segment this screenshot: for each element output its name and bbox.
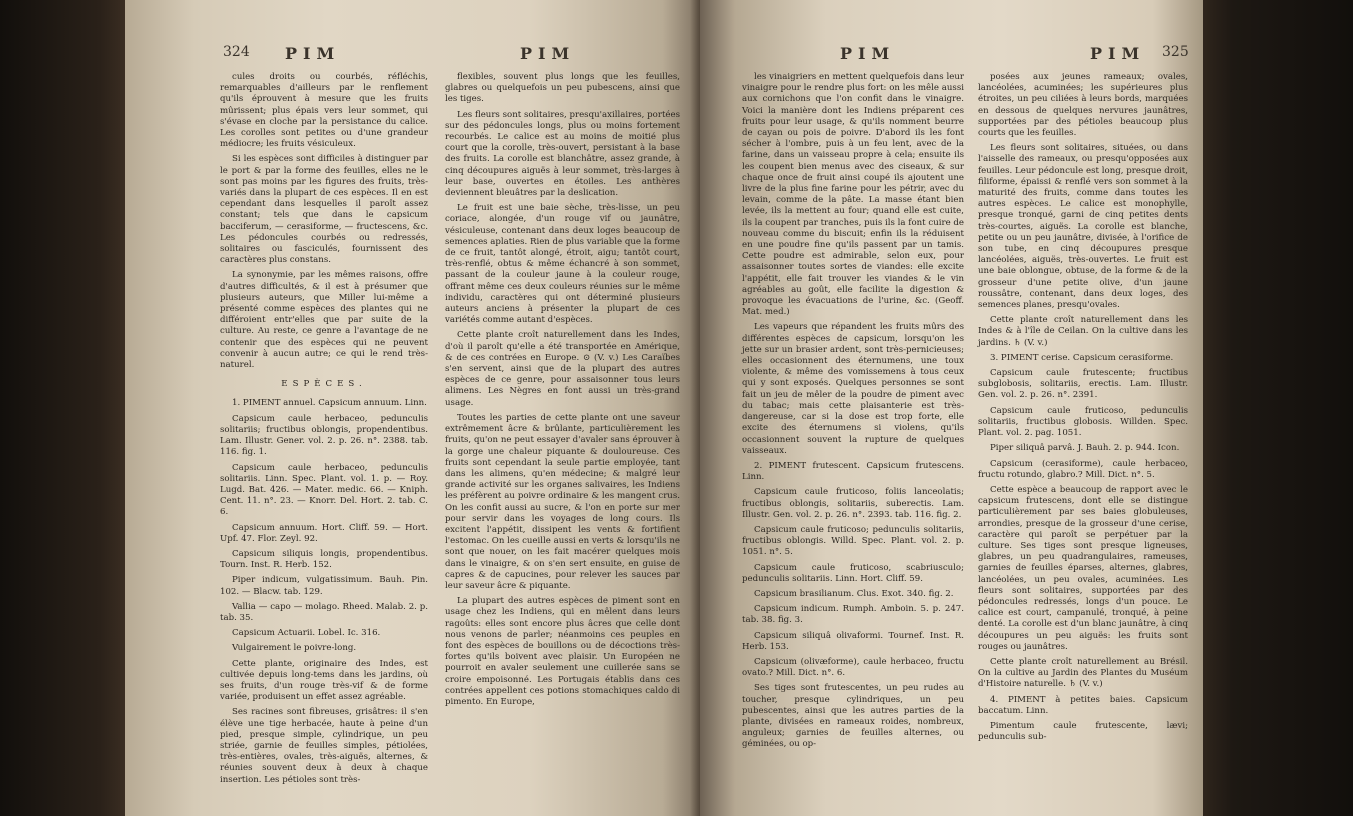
paragraph: Capsicum (cerasiforme), caule herbaceo, fructu rotundo, glabro.? Mill. Dict. n°. 5.: [978, 458, 1188, 480]
paragraph: Le fruit est une baie sèche, très-lisse, un peu coriace, alongée, d'un rouge vif ou jaunâtre, vésiculeuse, contenant dans deux loges beaucoup de semences aplaties. Rien de plus variable que la forme de ce fruit, tantôt alongé, étroit, aigu; tantôt court, très-renflé, obtus & même échancré à son sommet, passant de la couleur jaune à la couleur rouge, offrant même ces deux couleurs réunies sur le même individu, caractères qui ont déterminé plusieurs auteurs anciens à présenter la plupart de ces variétés comme autant d'espèces.: [445, 203, 680, 326]
paragraph: Pimentum caule frutescente, lævi; pedunculis sub-: [978, 720, 1188, 743]
paragraph: Capsicum annuum. Hort. Cliff. 59. — Hort. Upf. 47. Flor. Zeyl. 92.: [220, 522, 428, 544]
paragraph: posées aux jeunes rameaux; ovales, lancéolées, acuminées; les supérieures plus étroites, un peu ciliées à leurs bords, marquées en dessous de quelques nervures jaunâtres, supportées par des pétioles beaucoup plus courts que les feuilles.: [978, 72, 1188, 139]
paragraph: Capsicum (olivæforme), caule herbaceo, fructu ovato.? Mill. Dict. n°. 6.: [742, 656, 964, 679]
left-page: [125, 0, 703, 816]
paragraph: les vinaigriers en mettent quelquefois dans leur vinaigre pour le rendre plus fort: on les mêle aussi aux cornichons que l'on confit dans le vinaigre. Voici la manière dont les Indiens préparent ces fruits pour leur usage, & qu'ils nomment beurre de cayan ou pois de poivre. D'abord ils les font sécher à l'ombre, puis à un feu lent, avec de la farine, dans un vaisseau propre à cela; ensuite ils les coupent bien menus avec des ciseaux, & sur chaque once de fruit ainsi coupé ils ajoutent une livre de la plus fine farine pour les pétrir, avec du levain, comme de la pâte. La masse étant bien levée, ils la mettent au four; quand elle est cuite, ils la coupent par tranches, puis ils la font cuire de nouveau comme du biscuit; enfin ils la réduisent en une poudre fine qu'ils passent par un tamis. Cette poudre est admirable, selon eux, pour assaisonner toutes sortes de viandes: elle excite l'appétit, elle fait trouver les viandes & le vin agréables au goût, elle facilite la digestion & provoque les évacuations de l'urine, &c. (Geoff. Mat. med.): [742, 72, 964, 318]
paragraph: flexibles, souvent plus longs que les feuilles, glabres ou quelquefois un peu pubescens, ainsi que les tiges.: [445, 72, 680, 105]
paragraph: Cette plante croît naturellement dans les Indes & à l'île de Ceilan. On la cultive dans les jardins. ♄ (V. v.): [978, 315, 1188, 348]
paragraph: Les vapeurs que répandent les fruits mûrs des différentes espèces de capsicum, lorsqu'on les jette sur un brasier ardent, sont très-pernicieuses; elles occasionnent des éternumens, une toux violente, & même des vomissemens à tous ceux qui y sont exposés. Quelques personnes se sont fait un jeu de mêler de la poudre de piment avec du tabac; mais cette plaisanterie est très-dangereuse, car si la dose est trop forte, elle excite des éternumens si violens, qu'ils occasionnent souvent la rupture de quelques vaisseaux.: [742, 322, 964, 456]
running-head-right-col1: PIM: [840, 44, 896, 63]
paragraph: Les fleurs sont solitaires, situées, ou dans l'aisselle des rameaux, ou presqu'opposées aux feuilles. Leur pédoncule est long, presque droit, filiforme, épaissi & renflé vers son sommet à la maturité des fruits, comme dans toutes les autres espèces. Le calice est monophylle, presque tronqué, garni de cinq petites dents très-courtes, aiguës. La corolle est blanche, petite ou un peu jaunâtre, divisée, à l'orifice de son tube, en cinq découpures presque lancéolées, aiguës, très-ouvertes. Le fruit est une baie oblongue, obtuse, de la forme & de la grosseur d'une petite olive, d'un jaune roussâtre, contenant, dans deux loges, des semences planes, presqu'ovales.: [978, 143, 1188, 311]
running-head-left-col2: PIM: [520, 44, 576, 63]
paragraph: Piper siliquâ parvâ. J. Bauh. 2. p. 944. Icon.: [990, 443, 1180, 454]
paragraph: 1. PIMENT annuel. Capsicum annuum. Linn.: [232, 398, 427, 409]
paragraph: Vallia — capo — molago. Rheed. Malab. 2. p. tab. 35.: [220, 601, 428, 623]
left-column-2: [445, 72, 680, 712]
right-column-2: [978, 72, 1188, 747]
paragraph: Capsicum caule herbaceo, pedunculis solitariis; fructibus oblongis, propendentibus. Lam. Illustr. Gener. vol. 2. p. 26. n°. 2388. tab. 116. fig. 1.: [220, 413, 428, 458]
paragraph: cules droits ou courbés, réfléchis, remarquables d'ailleurs par le renflement qu'ils éprouvent à mesure que les fruits mûrissent; plus épais vers leur sommet, qui s'évase en cloche par la persistance du calice. Les corolles sont petites ou d'une grandeur médiocre; les fruits vésiculeux.: [220, 72, 428, 150]
paragraph: Capsicum caule fruticoso; pedunculis solitariis, fructibus oblongis. Willd. Spec. Plant. vol. 2. p. 1051. n°. 5.: [742, 524, 964, 558]
paragraph: 3. PIMENT cerise. Capsicum cerasiforme.: [990, 352, 1174, 363]
paragraph: Piper indicum, vulgatissimum. Bauh. Pin. 102. — Blacw. tab. 129.: [220, 575, 428, 597]
right-background: [1203, 0, 1353, 816]
paragraph: Capsicum indicum. Rumph. Amboin. 5. p. 247. tab. 38. fig. 3.: [742, 604, 964, 626]
paragraph: Ses racines sont fibreuses, grisâtres: il s'en élève une tige herbacée, haute à peine d'un pied, presque simple, cylindrique, un peu striée, garnie de feuilles simples, pétiolées, très-entières, ovales, très-aiguës, alternes, & réunies souvent deux à deux à chaque insertion. Les pétioles sont très-: [220, 707, 428, 785]
paragraph: Capsicum caule frutescente; fructibus subglobosis, solitariis, erectis. Lam. Illustr. Gen. vol. 2. p. 26. n°. 2391.: [978, 368, 1188, 401]
paragraph: Capsicum caule herbaceo, pedunculis solitariis. Linn. Spec. Plant. vol. 1. p. — Roy. Lugd. Bat. 426. — Mater. medic. 66. — Kniph. Cent. 11. n°. 23. — Knorr. Del. Hort. 2. tab. C. 6.: [220, 462, 428, 518]
running-head-left-col1: PIM: [285, 44, 341, 63]
left-background: [0, 0, 125, 816]
right-column-1: [742, 72, 964, 755]
running-head-right-col2: PIM: [1090, 44, 1146, 63]
paragraph: La synonymie, par les mêmes raisons, offre d'autres difficultés, & il est à présumer que plusieurs auteurs, que Miller lui-même a présenté comme espèces des plantes qui ne différoient entr'elles que par suite de la culture. Au reste, ce genre a l'avantage de ne contenir que des espèces qui ne peuvent convenir à aucun autre; ce qui le rend très-naturel.: [220, 270, 428, 371]
paragraph: Vulgairement le poivre-long.: [232, 643, 357, 654]
left-column-1: [220, 72, 428, 790]
paragraph: Ses tiges sont frutescentes, un peu rudes au toucher, presque cylindriques, un peu pubescentes, ainsi que les autres parties de la plante, divisées en rameaux roides, nombreux, anguleux; garnies de feuilles alternes, ou géminées, ou op-: [742, 683, 964, 750]
right-page: [700, 0, 1203, 816]
paragraph: Capsicum brasilianum. Clus. Exot. 340. fig. 2.: [754, 588, 954, 599]
paragraph: 2. PIMENT frutescent. Capsicum frutescens. Linn.: [742, 460, 964, 483]
paragraph: La plupart des autres espèces de piment sont en usage chez les Indiens, qui en mêlent dans leurs ragoûts: elles sont encore plus âcres que celle dont nous venons de parler; néanmoins ces peuples en font des espèces de bouillons ou de décoctions très-fortes qu'ils boivent avec plaisir. Un Européen ne pourroit en avaler seulement une cuillerée sans se croire empoisonné. Les Portugais établis dans ces contrées appellent ces potions stomachiques caldo di pimento. En Europe,: [445, 596, 680, 707]
paragraph: Capsicum Actuarii. Lobel. Ic. 316.: [232, 628, 381, 639]
paragraph: Capsicum caule fruticoso, foliis lanceolatis; fructibus oblongis, solitariis, suberectis. Lam. Illustr. Gen. vol. 2. p. 26. n°. 2393. tab. 116. fig. 2.: [742, 487, 964, 520]
paragraph: Cette plante croît naturellement au Brésil. On la cultive au Jardin des Plantes du Muséum d'Histoire naturelle. ♄ (V. v.): [978, 656, 1188, 690]
paragraph: 4. PIMENT à petites baies. Capsicum baccatum. Linn.: [978, 694, 1188, 716]
species-header: ESPÈCES.: [281, 379, 367, 390]
page-number-right: 325: [1162, 44, 1189, 60]
paragraph: Cette plante, originaire des Indes, est cultivée depuis long-tems dans les jardins, où ses fruits, d'un rouge très-vif & de forme variée, produisent un effet assez agréable.: [220, 658, 428, 703]
paragraph: Les fleurs sont solitaires, presqu'axillaires, portées sur des pédoncules longs, plus ou moins fortement recourbés. Le calice est au moins de moitié plus court que la corolle, très-ouvert, persistant à la base des fruits. La corolle est blanchâtre, assez grande, à cinq découpures aiguës à leur sommet, très-larges à leur base, ouvertes en étoiles. Les anthères deviennent bleuâtres par la deslication.: [445, 109, 680, 199]
page-number-left: 324: [223, 44, 250, 60]
paragraph: Capsicum caule fruticoso, scabriusculo; pedunculis solitariis. Linn. Hort. Cliff. 59.: [742, 562, 964, 584]
paragraph: Capsicum siliquâ olivaformi. Tournef. Inst. R. Herb. 153.: [742, 630, 964, 652]
paragraph: Capsicum siliquis longis, propendentibus. Tourn. Inst. R. Herb. 152.: [220, 548, 428, 571]
paragraph: Capsicum caule fruticoso, pedunculis solitariis, fructibus globosis. Willden. Spec. Plant. vol. 2. pag. 1051.: [978, 405, 1188, 439]
paragraph: Cette plante croît naturellement dans les Indes, d'où il paroît qu'elle a été transportée en Amérique, & de ces contrées en Europe. ⊙ (V. v.) Les Caraïbes s'en servent, ainsi que de la plupart des autres espèces de ce genre, pour assaisonner tous leurs alimens. Les Nègres en font aussi un très-grand usage.: [445, 330, 680, 408]
paragraph: Toutes les parties de cette plante ont une saveur extrêmement âcre & brûlante, particulièrement les fruits, qu'on ne peut essayer d'avaler sans éprouver à la gorge une chaleur piquante & douloureuse. Ces fruits sont cependant la seule partie employée, tant dans les alimens, qu'en médecine; & malgré leur grande activité sur les organes salivaires, les Indiens les préfèrent au poivre ordinaire & les mangent crus. On les confit aussi au sucre, & l'on en porte sur mer pour servir dans les voyages de long cours. Ils excitent l'appétit, dissipent les vents & fortifient l'estomac. On les cueille aussi en verts & lorsqu'ils ne sont que nouer, on les fait macérer quelques mois dans le vinaigre, & on s'en sert ensuite, en guise de capres & de capucines, pour relever les sauces par leur saveur âcre & piquante.: [445, 412, 681, 591]
paragraph: Cette espèce a beaucoup de rapport avec le capsicum frutescens, dont elle se distingue particulièrement par ses baies globuleuses, arrondies, presque de la grosseur d'une cerise, caractère qui paroît se perpétuer par la culture. Ses tiges sont presque ligneuses, glabres, un peu quadrangulaires, rameuses, garnies de feuilles éparses, alternes, glabres, lancéolées, un peu ovales, acuminées. Les fleurs sont solitaires, supportées par des pédoncules redressés, longs d'un pouce. Le calice est court, campanulé, tronqué, à peine denté. La corolle est d'un blanc jaunâtre, à cinq découpures un peu aiguës: les fruits sont rouges ou jaunâtres.: [978, 484, 1188, 652]
paragraph: Si les espèces sont difficiles à distinguer par le port & par la forme des feuilles, elles ne le sont pas moins par les figures des fruits, très-variés dans la plupart de ces espèces. Il en est cependant dans lesquelles il paroît assez constant; tels que dans le capsicum bacciferum, — cerasiforme, — fructescens, &c. Les pédoncules courbés ou redressés, solitaires ou fasciculés, fournissent des caractères plus constans.: [220, 154, 428, 266]
